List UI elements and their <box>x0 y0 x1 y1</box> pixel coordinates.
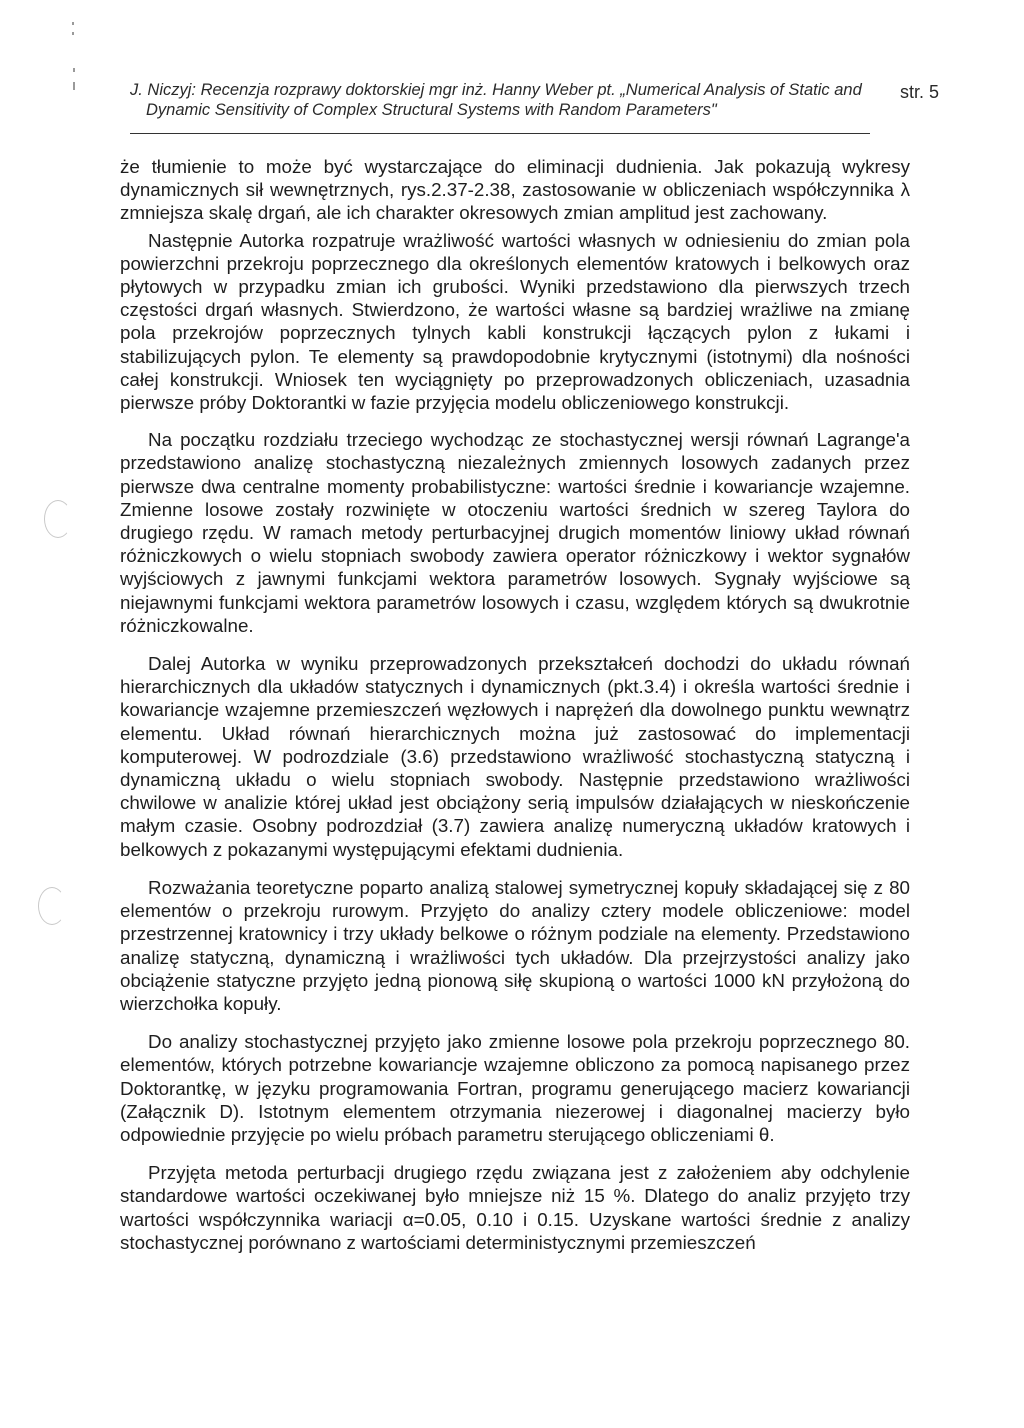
paragraph: że tłumienie to może być wystarczające do eliminacji dudnienia. Jak pokazują wykresy dynamicznych sił wewnętrznych, rys.2.37-2.38, zastosowanie w obliczeniach współczynnika λ zmniejsza skalę drgań, ale ich charakter okresowych zmian amplitud jest zachowany. <box>120 156 910 224</box>
punch-hole-mark <box>38 887 66 925</box>
paragraph: Dalej Autorka w wyniku przeprowadzonych przekształceń dochodzi do układu równań hierarchicznych dla układów statycznych i dynamicznych (pkt.3.4) i określa wartości średnie i kowariancje wzajemne przemieszczeń węzłowych i naprężeń dla dowolnego punktu wewnątrz elementu. Układ równań hierarchicznych można już zastosować do implementacji komputerowej. W podrozdziale (3.6) przedstawiono wrażliwość stochastyczną statyczną i dynamiczną układu o wielu stopniach swobody. Następnie przedstawiono wrażliwości chwilowe w analizie której układ jest obciążony serią impulsów działających w nieskończenie małym czasie. Osobny podrozdział (3.7) zawiera analizę numeryczną układów kratowych i belkowych z pokazanymi występującymi efektami dudnienia. <box>120 653 910 860</box>
paragraph: Do analizy stochastycznej przyjęto jako zmienne losowe pola przekroju poprzecznego 80. elementów, których potrzebne kowariancje wzajemne obliczono za pomocą napisanego przez Doktorantkę, w języku programowania Fortran, programu generującego macierz kowariancji (Załącznik D). Istotnym elementem otrzymania niezerowej i diagonalnej macierzy było odpowiednie przyjęcie po wielu próbach parametru sterującego obliczeniami θ. <box>120 1031 910 1145</box>
scan-mark <box>73 82 75 90</box>
paragraph: Na początku rozdziału trzeciego wychodząc ze stochastycznej wersji równań Lagrange'a przedstawiono analizę stochastyczną niezależnych zmiennych losowych zadanych przez pierwsze dwa centralne momenty probabilistyczne: wartości średnie i kowariancje wzajemne. Zmienne losowe zostały rozwinięte w otoczeniu wartości średnich w szereg Taylora do drugiego rzędu. W ramach metody perturbacyjnej drugich momentów liniowy układ równań różniczkowych o wielu stopniach swobody zawiera operator różniczkowy i wektor sygnałów wyjściowych z jawnymi funkcjami wektora parametrów losowych. Sygnały wyjściowe są niejawnymi funkcjami wektora parametrów losowych i czasu, względem których są dwukrotnie różniczkowalne. <box>120 429 910 636</box>
scan-mark <box>73 68 75 72</box>
scan-mark <box>72 22 74 25</box>
header-line-2: Dynamic Sensitivity of Complex Structural Systems with Random Parameters" <box>146 101 717 119</box>
paragraph: Przyjęta metoda perturbacji drugiego rzędu związana jest z założeniem aby odchylenie standardowe wartości oczekiwanej było mniejsze niż 15 %. Dlatego do analiz przyjęto trzy wartości współczynnika wariacji α=0.05, 0.10 i 0.15. Uzyskane wartości średnie z analizy stochastycznej porównano z wartościami deterministycznymi przemieszczeń <box>120 1162 910 1253</box>
paragraph: Następnie Autorka rozpatruje wrażliwość wartości własnych w odniesieniu do zmian pola powierzchni przekroju poprzecznego dla określonych elementów kratowych i belkowych oraz płytowych w przypadku zmian ich grubości. Wyniki przedstawiono dla pierwszych trzech częstości drgań własnych. Stwierdzono, że wartości własne są bardziej wrażliwe na zmianę pola przekrojów poprzecznych tylnych kabli konstrukcji łączących pylon z łukami i stabilizujących pylon. Te elementy są prawdopodobnie krytycznymi (istotnymi) dla nośności całej konstrukcji. Wniosek ten wyciągnięty po przeprowadzonych obliczeniach, uzasadnia pierwsze próby Doktorantki w fazie przyjęcia modelu obliczeniowego konstrukcji. <box>120 229 910 414</box>
page-number: str. 5 <box>900 82 940 102</box>
body-text <box>120 155 910 1269</box>
header-line-1: J. Niczyj: Recenzja rozprawy doktorskiej mgr inż. Hanny Weber pt. „Numerical Analysis of Static and <box>130 81 862 99</box>
running-header <box>130 80 890 120</box>
scan-mark <box>72 32 74 35</box>
paragraph: Rozważania teoretyczne poparto analizą stalowej symetrycznej kopuły składającej się z 80 elementów o przekroju rurowym. Przyjęto do analizy cztery modele obliczeniowe: model przestrzennej kratownicy i trzy układy belkowe o różnym podziale na elementy. Przedstawiono analizę statyczną, dynamiczną i wrażliwości tych układów. Dla przejrzystości analizy jako obciążenie statyczne przyjęto jedną pionową siłę skupioną o wartości 1000 kN przyłożoną do wierzchołka kopuły. <box>120 876 910 1014</box>
header-rule <box>130 133 870 134</box>
punch-hole-mark <box>44 500 72 538</box>
